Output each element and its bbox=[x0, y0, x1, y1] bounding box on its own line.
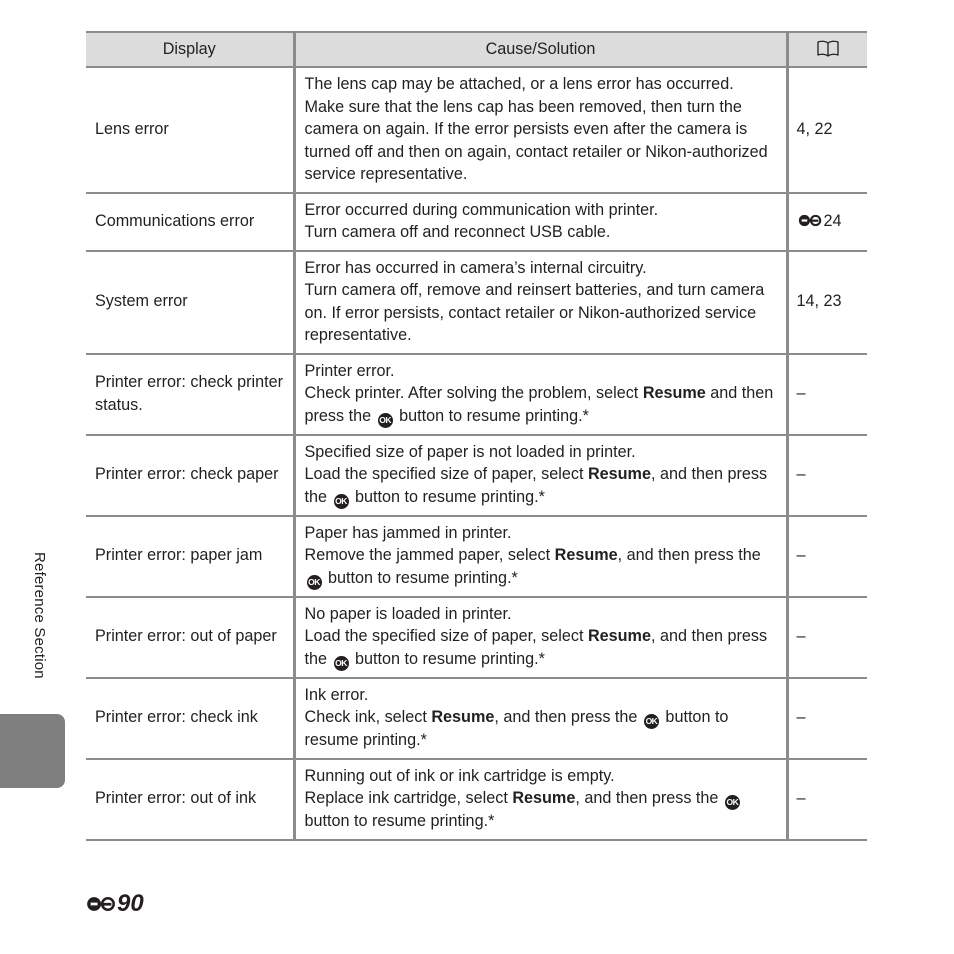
ok-button-icon: OK bbox=[334, 494, 349, 509]
reference-section-icon bbox=[86, 895, 116, 913]
table-header-row bbox=[86, 32, 867, 67]
page-number bbox=[86, 890, 144, 918]
ok-button-icon: OK bbox=[334, 656, 349, 671]
reference-cell bbox=[787, 67, 867, 193]
cause-solution-line bbox=[305, 765, 780, 788]
cause-solution-cell bbox=[294, 597, 787, 678]
text-segment: , and then press the bbox=[617, 546, 761, 564]
text-segment: button to resume printing.* bbox=[304, 708, 729, 749]
text-segment: button to resume printing.* bbox=[350, 649, 545, 668]
table-row bbox=[86, 759, 867, 840]
reference-section-icon bbox=[797, 214, 823, 227]
text-segment: button to resume printing.* bbox=[394, 406, 589, 425]
display-cell: Communications error bbox=[86, 193, 294, 251]
reference-page: – bbox=[796, 789, 806, 808]
reference-page: – bbox=[796, 384, 806, 403]
text-segment: Ink error. bbox=[304, 685, 369, 704]
text-segment: Printer error. bbox=[304, 361, 395, 380]
reference-page: 24 bbox=[823, 211, 842, 230]
menu-option-label: Resume bbox=[431, 708, 495, 726]
text-segment: button to resume printing.* bbox=[323, 568, 518, 587]
menu-option-label: Resume bbox=[587, 465, 651, 483]
display-cell: Printer error: check printer status. bbox=[86, 354, 294, 435]
menu-option-label: Resume bbox=[642, 384, 706, 402]
display-column-header: Display bbox=[86, 32, 294, 67]
text-segment: and then press the bbox=[304, 384, 774, 425]
text-segment: , and then press the bbox=[575, 789, 723, 807]
text-segment: The lens cap may be attached, or a lens error has occurred. bbox=[304, 75, 734, 93]
cause-solution-line bbox=[305, 257, 780, 280]
table-row bbox=[86, 435, 867, 516]
text-segment: button to resume printing.* bbox=[350, 487, 545, 506]
menu-option-label: Resume bbox=[554, 546, 618, 564]
cause-solution-line bbox=[305, 625, 780, 671]
ok-button-icon: OK bbox=[307, 575, 322, 590]
display-cell: Printer error: check ink bbox=[86, 678, 294, 759]
reference-cell bbox=[787, 435, 867, 516]
text-segment: Load the specified size of paper, select bbox=[304, 465, 588, 483]
reference-cell bbox=[787, 193, 867, 251]
text-segment: Turn camera off and reconnect USB cable. bbox=[304, 223, 611, 241]
display-cell: Printer error: out of ink bbox=[86, 759, 294, 840]
cause-solution-line bbox=[305, 96, 780, 186]
reference-page: – bbox=[796, 546, 806, 565]
cause-solution-cell bbox=[294, 67, 787, 193]
page-number-value: 90 bbox=[117, 890, 144, 917]
section-label: Reference Section bbox=[31, 552, 48, 679]
cause-solution-cell bbox=[294, 193, 787, 251]
reference-cell bbox=[787, 597, 867, 678]
reference-page: 4, 22 bbox=[796, 120, 833, 138]
table-row bbox=[86, 67, 867, 193]
table-row bbox=[86, 354, 867, 435]
text-segment: , and then press the bbox=[304, 627, 768, 668]
cause-solution-cell bbox=[294, 759, 787, 840]
reference-page: 14, 23 bbox=[796, 292, 842, 311]
section-tab bbox=[0, 714, 65, 788]
text-segment: Replace ink cartridge, select bbox=[304, 789, 513, 807]
cause-solution-cell bbox=[294, 678, 787, 759]
ok-button-icon: OK bbox=[725, 795, 740, 810]
cause-solution-line bbox=[305, 684, 780, 707]
display-cell: Lens error bbox=[86, 67, 294, 193]
cause-solution-line bbox=[305, 706, 780, 752]
reference-cell bbox=[787, 759, 867, 840]
text-segment: Make sure that the lens cap has been removed, then turn the camera on again. If the error persists even after the camera is turned off and then on again, contact retailer or Nikon-authorized service representative. bbox=[304, 97, 768, 183]
text-segment: Running out of ink or ink cartridge is empty. bbox=[304, 766, 615, 785]
reference-cell bbox=[787, 251, 867, 354]
reference-cell bbox=[787, 678, 867, 759]
table-row bbox=[86, 678, 867, 759]
table-row bbox=[86, 597, 867, 678]
text-segment: Remove the jammed paper, select bbox=[304, 546, 555, 564]
text-segment: button to resume printing.* bbox=[304, 812, 495, 830]
cause-solution-line bbox=[305, 199, 780, 222]
reference-page: – bbox=[796, 708, 806, 727]
text-segment: Turn camera off, remove and reinsert batteries, and turn camera on. If error persists, contact retailer or Nikon-authorized service representative. bbox=[304, 281, 765, 344]
cause-solution-line bbox=[305, 463, 780, 509]
cause-solution-line bbox=[305, 279, 780, 347]
ok-button-icon: OK bbox=[644, 714, 659, 729]
text-segment: Check printer. After solving the problem, select bbox=[304, 384, 643, 402]
display-cell: Printer error: check paper bbox=[86, 435, 294, 516]
cause-solution-line bbox=[305, 221, 780, 244]
reference-cell bbox=[787, 516, 867, 597]
cause-solution-line bbox=[305, 382, 780, 428]
cause-solution-line bbox=[305, 441, 780, 464]
menu-option-label: Resume bbox=[587, 627, 651, 645]
cause-solution-line bbox=[305, 544, 780, 590]
reference-cell bbox=[787, 354, 867, 435]
cause-solution-line bbox=[305, 360, 780, 383]
text-segment: Check ink, select bbox=[304, 708, 432, 726]
table-row bbox=[86, 193, 867, 251]
text-segment: Paper has jammed in printer. bbox=[304, 523, 512, 542]
text-segment: , and then press the bbox=[304, 465, 768, 506]
reference-column-header bbox=[787, 32, 867, 67]
cause-solution-cell bbox=[294, 354, 787, 435]
text-segment: Specified size of paper is not loaded in printer. bbox=[304, 442, 636, 461]
text-segment: Error has occurred in camera’s internal circuitry. bbox=[304, 258, 647, 277]
reference-page: – bbox=[796, 465, 806, 484]
cause-solution-line bbox=[305, 522, 780, 545]
menu-option-label: Resume bbox=[512, 789, 576, 807]
text-segment: Error occurred during communication with printer. bbox=[304, 200, 659, 219]
text-segment: , and then press the bbox=[494, 708, 642, 726]
text-segment: No paper is loaded in printer. bbox=[304, 604, 512, 623]
display-cell: System error bbox=[86, 251, 294, 354]
text-segment: Load the specified size of paper, select bbox=[304, 627, 588, 645]
book-icon bbox=[816, 40, 840, 57]
cause-solution-line bbox=[305, 603, 780, 626]
cause-solution-cell bbox=[294, 435, 787, 516]
display-cell: Printer error: paper jam bbox=[86, 516, 294, 597]
reference-page: – bbox=[796, 627, 806, 646]
cause-solution-line bbox=[305, 73, 780, 96]
cause-solution-line bbox=[305, 787, 780, 833]
table-row bbox=[86, 251, 867, 354]
cause-solution-cell bbox=[294, 516, 787, 597]
table-row bbox=[86, 516, 867, 597]
cause-solution-column-header: Cause/Solution bbox=[294, 32, 787, 67]
error-table bbox=[86, 31, 867, 841]
ok-button-icon: OK bbox=[378, 413, 393, 428]
cause-solution-cell bbox=[294, 251, 787, 354]
display-cell: Printer error: out of paper bbox=[86, 597, 294, 678]
